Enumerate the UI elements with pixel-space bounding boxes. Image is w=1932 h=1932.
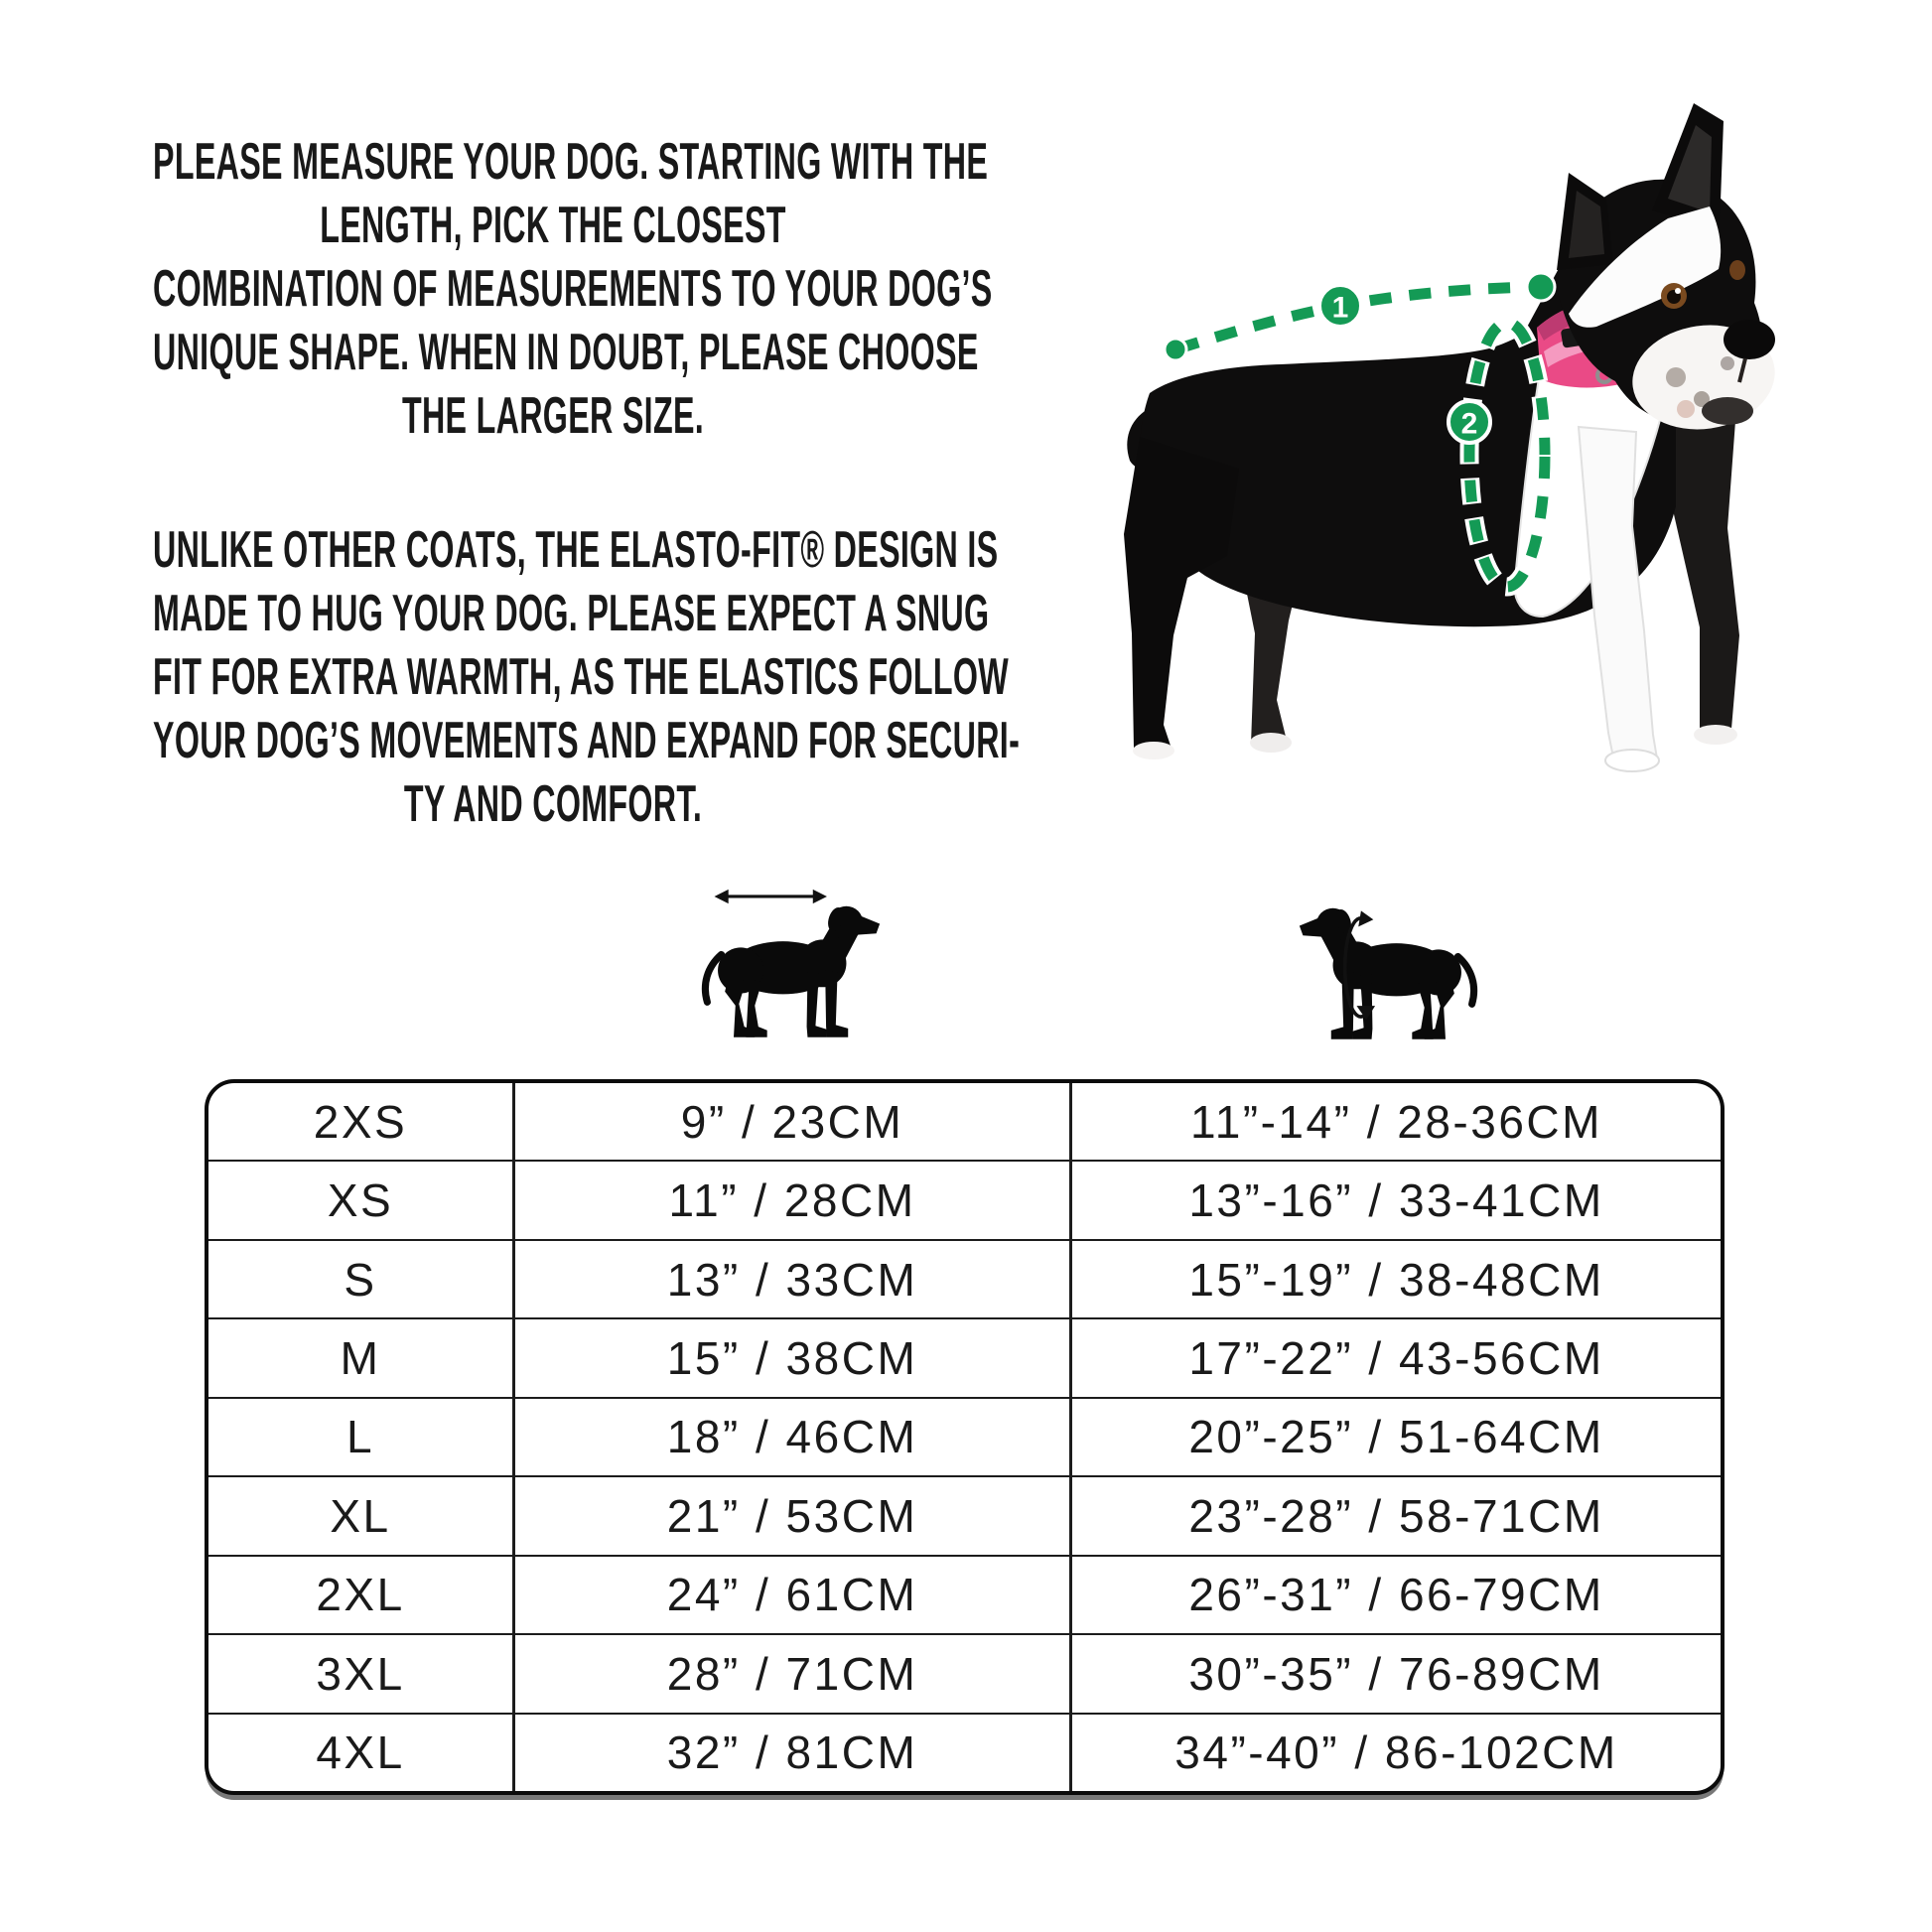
length-line-start-dot [1165, 339, 1186, 360]
size-chart-table [205, 1079, 1725, 1795]
size-table-row [208, 1555, 1721, 1633]
girth-value-cell: 13”-16” / 33-41CM [1188, 1174, 1604, 1227]
girth-value-cell: 26”-31” / 66-79CM [1188, 1569, 1604, 1621]
girth-value-cell: 11”-14” / 28-36CM [1190, 1095, 1602, 1148]
girth-value-cell: 23”-28” / 58-71CM [1188, 1489, 1604, 1542]
description-line: YOUR DOG’S MOVEMENTS AND EXPAND FOR SECURI- [153, 712, 1021, 769]
dog-nose [1724, 320, 1775, 359]
dog-far-front-leg [1674, 405, 1739, 733]
badge-1-number: 1 [1331, 291, 1349, 325]
boston-terrier-measurement-photo [1120, 79, 1835, 794]
length-arrow [715, 890, 827, 903]
dog-length-measure-icon [695, 882, 889, 1050]
length-value-cell: 28” / 71CM [515, 1635, 1072, 1712]
length-value-cell: 9” / 23CM [515, 1083, 1072, 1160]
size-label-cell: M [208, 1319, 515, 1396]
instructions-line: PLEASE MEASURE YOUR DOG. STARTING WITH THE [153, 133, 989, 191]
length-value-cell: 21” / 53CM [515, 1477, 1072, 1554]
description-line: UNLIKE OTHER COATS, THE ELASTO-FIT® DESIGN IS [153, 521, 999, 579]
dog-silhouette [705, 905, 880, 1037]
muzzle-spot [1677, 400, 1695, 418]
measuring-instructions-text [153, 130, 993, 448]
instructions-line: COMBINATION OF MEASUREMENTS TO YOUR DOG’S [153, 260, 993, 318]
size-table-row [208, 1239, 1721, 1317]
girth-value-cell: 20”-25” / 51-64CM [1188, 1411, 1604, 1463]
instructions-line: THE LARGER SIZE. [401, 387, 705, 445]
eye-glint [1675, 288, 1681, 294]
size-table-row [208, 1397, 1721, 1475]
size-label-cell: XL [208, 1477, 515, 1554]
girth-value-cell: 30”-35” / 76-89CM [1188, 1647, 1604, 1700]
badge-2-number: 2 [1460, 407, 1478, 441]
size-table-row [208, 1160, 1721, 1238]
dog-paw [1694, 725, 1737, 745]
size-label-cell: 4XL [208, 1715, 515, 1791]
size-table-row [208, 1083, 1721, 1160]
size-table-row [208, 1475, 1721, 1554]
dog-paw [1605, 750, 1659, 771]
muzzle-spot [1666, 367, 1686, 387]
instructions-line: UNIQUE SHAPE. WHEN IN DOUBT, PLEASE CHOOSE [153, 324, 979, 381]
dog-girth-measure-icon [1291, 884, 1484, 1052]
instructions-line: LENGTH, PICK THE CLOSEST [320, 197, 786, 254]
size-table-row [208, 1633, 1721, 1712]
size-label-cell: 2XL [208, 1557, 515, 1633]
size-label-cell: 3XL [208, 1635, 515, 1712]
size-label-cell: 2XS [208, 1083, 515, 1160]
length-value-cell: 18” / 46CM [515, 1399, 1072, 1475]
length-line-end-dot [1527, 273, 1555, 301]
length-value-cell: 13” / 33CM [515, 1241, 1072, 1317]
length-value-cell: 15” / 38CM [515, 1319, 1072, 1396]
description-line: FIT FOR EXTRA WARMTH, AS THE ELASTICS FOLLOW [153, 648, 1009, 706]
size-label-cell: S [208, 1241, 515, 1317]
length-value-cell: 11” / 28CM [515, 1162, 1072, 1238]
size-table-row [208, 1713, 1721, 1791]
size-label-cell: L [208, 1399, 515, 1475]
description-line: TY AND COMFORT. [403, 775, 703, 833]
length-value-cell: 24” / 61CM [515, 1557, 1072, 1633]
dog-far-eye [1729, 260, 1745, 280]
dog-paw [1133, 742, 1174, 759]
description-line: MADE TO HUG YOUR DOG. PLEASE EXPECT A SNUG [153, 585, 990, 642]
length-value-cell: 32” / 81CM [515, 1715, 1072, 1791]
size-label-cell: XS [208, 1162, 515, 1238]
dog-jowl [1702, 397, 1753, 425]
size-table-row [208, 1317, 1721, 1396]
dog-near-rear-leg [1124, 437, 1239, 749]
dog-silhouette [1300, 907, 1474, 1039]
dog-paw [1250, 733, 1292, 753]
girth-value-cell: 17”-22” / 43-56CM [1188, 1332, 1604, 1385]
girth-value-cell: 34”-40” / 86-102CM [1174, 1726, 1618, 1779]
elasto-fit-description-text [153, 518, 1021, 836]
girth-value-cell: 15”-19” / 38-48CM [1188, 1253, 1604, 1306]
muzzle-spot [1721, 356, 1734, 370]
